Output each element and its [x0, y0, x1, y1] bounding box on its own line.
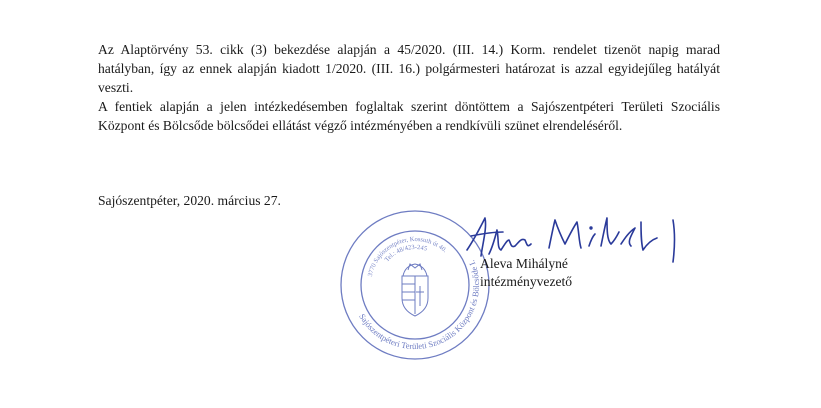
stamp-address-text: 3770 Sajószentpéter, Kossuth út 40. [366, 235, 449, 278]
place-and-date: Sajószentpéter, 2020. március 27. [98, 193, 281, 208]
signatory-name: Aleva Mihályné [480, 256, 568, 271]
coat-of-arms-icon [402, 264, 428, 316]
paragraph-1: Az Alaptörvény 53. cikk (3) bekezdése alapján a 45/2020. (III. 14.) Korm. rendelet tizenöt napig marad hatályban, így az ennek alapján kiadott 1/2020. (III. 16.) polgármesteri határozat is azzal egyidejűleg hatályát veszti. [98, 42, 720, 95]
stamp-ring-text: Sajószentpéteri Területi Szociális Központ és Bölcsőde I. [357, 258, 482, 352]
stamp-phone-text: Tel.: 48/423-245 [383, 243, 428, 264]
signatory-title: intézményvezető [480, 274, 573, 289]
svg-text:3770 Sajószentpéter, Kossuth ú [367, 236, 448, 277]
svg-text:Sajószentpéteri Területi Szoci [357, 259, 481, 351]
paragraph-2: A fentiek alapján a jelen intézkedésemben foglaltak szerint döntöttem a Sajószentpéteri Területi Szociális Központ és Bölcsőde bölcsődei ellátást végző intézményében a rendkívüli szünet elrendeléséről. [98, 99, 720, 133]
